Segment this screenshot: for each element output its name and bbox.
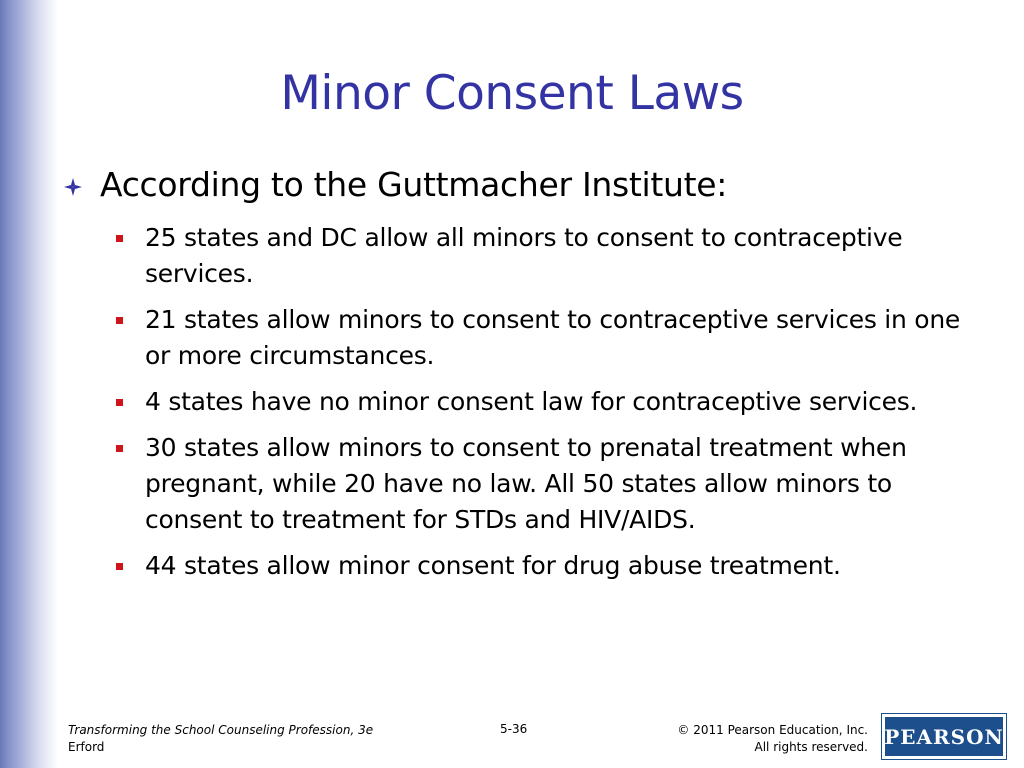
square-bullet-icon: [116, 235, 123, 242]
footer-book-title: Transforming the School Counseling Profession, 3e: [68, 723, 374, 737]
list-item: [116, 220, 974, 292]
square-bullet-icon: [116, 445, 123, 452]
list-item: [116, 430, 974, 538]
bullet-text: 25 states and DC allow all minors to consent to contraceptive services.: [145, 223, 903, 288]
footer-copyright: [677, 722, 868, 756]
list-item: [116, 384, 974, 420]
bullet-list: [116, 220, 974, 584]
footer-book-info: [68, 722, 373, 756]
footer-page-number: 5-36: [500, 722, 528, 736]
square-bullet-icon: [116, 563, 123, 570]
list-item: [116, 302, 974, 374]
bullet-text: 44 states allow minor consent for drug abuse treatment.: [145, 551, 841, 580]
square-bullet-icon: [116, 399, 123, 406]
footer-author: Erford: [68, 740, 105, 754]
bullet-text: 21 states allow minors to consent to contraceptive services in one or more circumstances.: [145, 305, 961, 370]
square-bullet-icon: [116, 317, 123, 324]
main-point-text: According to the Guttmacher Institute:: [100, 165, 728, 204]
pearson-logo-text: PEARSON: [885, 717, 1003, 756]
pearson-logo: [881, 713, 1007, 760]
main-point: [64, 164, 974, 206]
copyright-text: © 2011 Pearson Education, Inc.: [677, 723, 868, 737]
diamond-bullet-icon: [64, 178, 82, 196]
slide-content: [64, 164, 974, 594]
rights-text: All rights reserved.: [754, 740, 868, 754]
list-item: [116, 548, 974, 584]
slide-title: Minor Consent Laws: [280, 66, 744, 121]
bullet-text: 4 states have no minor consent law for contraceptive services.: [145, 387, 918, 416]
bullet-text: 30 states allow minors to consent to prenatal treatment when pregnant, while 20 have no law. All 50 states allow minors to consent to treatment for STDs and HIV/AIDS.: [145, 433, 907, 534]
